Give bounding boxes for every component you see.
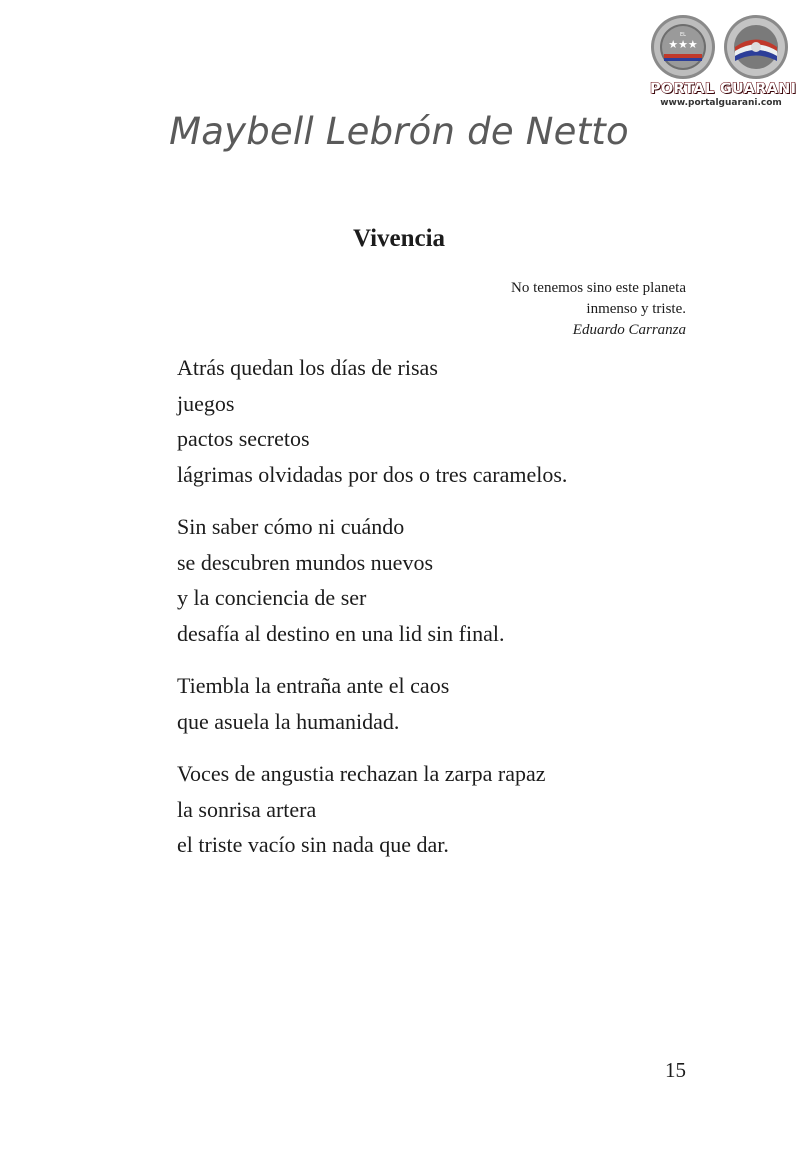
verse: se descubren mundos nuevos bbox=[177, 549, 434, 575]
stanza bbox=[177, 350, 697, 492]
verse: juegos bbox=[177, 390, 235, 416]
epigraph-attribution: Eduardo Carranza bbox=[572, 322, 686, 338]
verse: pactos secretos bbox=[177, 426, 310, 451]
poem-title: Vivencia bbox=[352, 225, 446, 252]
epigraph-line: No tenemos sino este planeta bbox=[511, 280, 686, 296]
award-seal-icon bbox=[650, 14, 716, 80]
poem-body bbox=[177, 350, 697, 880]
logo-name: PORTAL GUARANI bbox=[650, 81, 797, 97]
page-number: 15 bbox=[665, 1058, 686, 1082]
verse: Atrás quedan los días de risas bbox=[177, 355, 438, 380]
portal-guarani-logo bbox=[650, 14, 797, 114]
svg-text:★★★: ★★★ bbox=[668, 38, 698, 51]
verse: Voces de angustia rechazan la zarpa rapaz bbox=[177, 761, 546, 786]
culture-seal-icon bbox=[723, 14, 789, 80]
verse: el triste vacío sin nada que dar. bbox=[177, 832, 449, 857]
stanza bbox=[177, 509, 697, 651]
verse: Tiembla la entraña ante el caos bbox=[177, 673, 450, 698]
logo-url: www.portalguarani.com bbox=[660, 98, 782, 108]
running-header-author: Maybell Lebrón de Netto bbox=[169, 110, 629, 153]
svg-text:EL: EL bbox=[680, 32, 686, 38]
epigraph-line: inmenso y triste. bbox=[586, 301, 686, 317]
verse: desafía al destino en una lid sin final. bbox=[177, 620, 505, 646]
verse: la sonrisa artera bbox=[177, 796, 317, 822]
stanza bbox=[177, 668, 697, 739]
verse: lágrimas olvidadas por dos o tres caramelos. bbox=[177, 461, 568, 487]
epigraph bbox=[326, 278, 686, 341]
stanza bbox=[177, 756, 697, 863]
verse: y la conciencia de ser bbox=[177, 585, 367, 610]
verse: que asuela la humanidad. bbox=[177, 708, 400, 734]
verse: Sin saber cómo ni cuándo bbox=[177, 514, 405, 539]
